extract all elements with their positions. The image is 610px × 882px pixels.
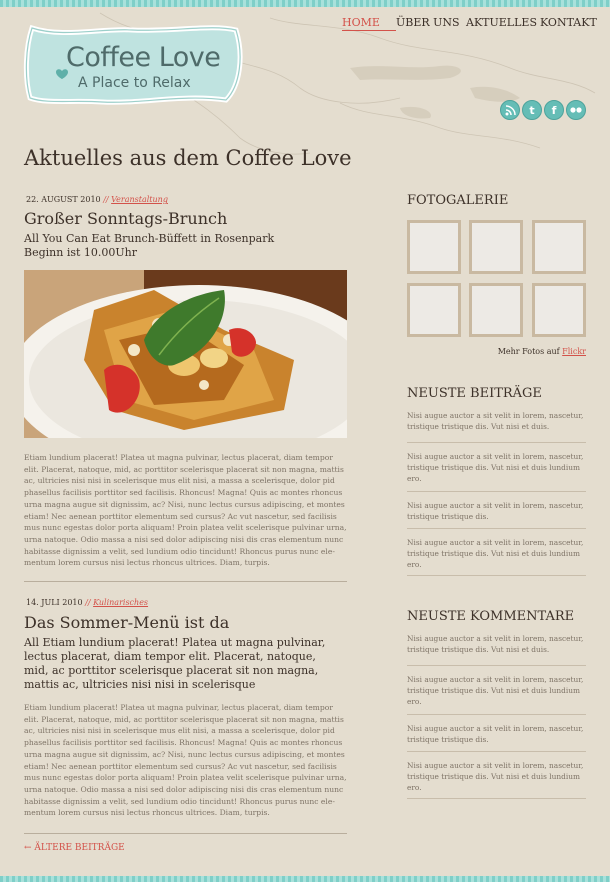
recent-comment-item[interactable]: Nisi augue auctor a sit velit in lorem, nascetur, tristique tristique dis. [407, 724, 584, 744]
recent-comment-item[interactable]: Nisi augue auctor a sit velit in lorem, nascetur, tristique tristique dis. Vut nisi et duis lundium ero. [407, 761, 584, 792]
post-subtitle-line: mid, ac porttitor scelerisque placerat sit non magna, [24, 664, 319, 677]
post-category-link[interactable]: Kulinarisches [93, 598, 149, 607]
recent-comment-divider [407, 714, 586, 715]
recent-post-divider [407, 442, 586, 443]
more-photos [460, 347, 586, 356]
more-photos-label: Mehr Fotos auf [497, 347, 560, 356]
facebook-icon[interactable]: f [544, 100, 564, 120]
post-subtitle [24, 232, 324, 260]
post-title[interactable]: Das Sommer-Menü ist da [24, 613, 230, 632]
logo-title: Coffee Love [66, 42, 221, 73]
gallery-thumbnail[interactable] [407, 283, 461, 337]
main-nav [342, 16, 597, 31]
gallery-heading: FOTOGALERIE [407, 193, 509, 208]
recent-comment-item[interactable]: Nisi augue auctor a sit velit in lorem, nascetur, tristique tristique dis. Vut nisi et duis lundium ero. [407, 675, 584, 706]
post-subtitle [24, 636, 344, 692]
nav-ueber-uns[interactable]: ÜBER UNS [396, 16, 460, 29]
gallery-thumbnail[interactable] [469, 283, 523, 337]
recent-post-divider [407, 491, 586, 492]
post-excerpt: Etiam lundium placerat! Platea ut magna pulvinar, lectus placerat, diam tempor elit. Placerat, natoque, mid, ac porttitor scelerisque placerat sit non magna, mattis ac, ultricies nisi nisi in scelerisque mus elit nisi, a massa a scelerisque, dolor pid phasellus facilisis porttitor sed facilisis. Rhoncus! Magna! Quis ac montes rhoncus urna magna augue sit dignissim, ac? Nisi, nunc lectus cursus adipiscing, et montes etiam! Nec aenean porttitor elementum sed cursus? Ac vut nascetur, sed facilisis mus nunc egestas dolor porta aliquam! Proin platea velit scelerisque pulvinar urna, urna natoque. Odio massa a nisi sed dolor adipiscing nisi dis cras elementum nunc habitasse dignissim a velit, sed lundium odio tincidunt! Rhoncus purus nunc ele-mentum lorem cursus nisi lectus rhoncus ultrices. Diam, turpis. [24, 703, 347, 818]
page-title: Aktuelles aus dem Coffee Love [24, 146, 352, 170]
recent-comment-item[interactable]: Nisi augue auctor a sit velit in lorem, nascetur, tristique tristique dis. Vut nisi et duis. [407, 634, 584, 654]
twitter-icon[interactable]: t [522, 100, 542, 120]
post-subtitle-line: mattis ac, ultricies nisi nisi in scelerisque [24, 678, 256, 691]
post-meta-separator: // [103, 195, 109, 204]
nav-kontakt[interactable]: KONTAKT [540, 16, 597, 29]
recent-comments-heading: NEUSTE KOMMENTARE [407, 609, 575, 624]
post-category-link[interactable]: Veranstaltung [111, 195, 168, 204]
gallery-thumbnail[interactable] [469, 220, 523, 274]
post-meta [26, 598, 148, 607]
recent-post-item[interactable]: Nisi augue auctor a sit velit in lorem, nascetur, tristique tristique dis. Vut nisi et duis lundium ero. [407, 538, 584, 569]
post-excerpt: Etiam lundium placerat! Platea ut magna pulvinar, lectus placerat, diam tempor elit. Placerat, natoque, mid, ac porttitor scelerisque placerat sit non magna, mattis ac, ultricies nisi nisi in scelerisque mus elit nisi, a massa a scelerisque, dolor pid phasellus facilisis porttitor sed facilisis. Rhoncus! Magna! Quis ac montes rhoncus urna magna augue sit dignissim, ac? Nisi, nunc lectus cursus adipiscing, et montes etiam! Nec aenean porttitor elementum sed cursus? Ac vut nascetur, sed facilisis mus nunc egestas dolor porta aliquam! Proin platea velit scelerisque pulvinar urna, urna natoque. Odio massa a nisi sed dolor adipiscing nisi dis cras elementum nunc habitasse dignissim a velit, sed lundium odio tincidunt! Rhoncus purus nunc ele-mentum lorem cursus nisi lectus rhoncus ultrices. Diam, turpis. [24, 453, 347, 568]
rss-icon[interactable] [500, 100, 520, 120]
post-subtitle-line: Beginn ist 10.00Uhr [24, 246, 138, 259]
recent-comment-divider [407, 665, 586, 666]
post-meta [26, 195, 168, 204]
nav-aktuelles[interactable]: AKTUELLES [466, 16, 537, 29]
post-divider [24, 581, 347, 582]
recent-post-item[interactable]: Nisi augue auctor a sit velit in lorem, nascetur, tristique tristique dis. Vut nisi et duis. [407, 411, 584, 431]
recent-posts-heading: NEUSTE BEITRÄGE [407, 386, 542, 401]
flickr-icon[interactable] [566, 100, 586, 120]
post-date: 22. AUGUST 2010 [26, 195, 101, 204]
recent-comment-divider [407, 798, 586, 799]
recent-post-divider [407, 528, 586, 529]
recent-post-divider [407, 575, 586, 576]
recent-post-item[interactable]: Nisi augue auctor a sit velit in lorem, nascetur, tristique tristique dis. Vut nisi et duis lundium ero. [407, 452, 584, 483]
top-stripe [0, 0, 610, 7]
gallery-thumbnail[interactable] [532, 283, 586, 337]
bottom-stripe [0, 876, 610, 882]
social-links [500, 100, 586, 120]
gallery-thumbnail[interactable] [407, 220, 461, 274]
post-subtitle-line: All Etiam lundium placerat! Platea ut magna pulvinar, [24, 636, 326, 649]
recent-comment-divider [407, 751, 586, 752]
brunch-photo[interactable] [24, 270, 347, 438]
older-posts-link[interactable]: ← ÄLTERE BEITRÄGE [24, 843, 125, 853]
post-title[interactable]: Großer Sonntags-Brunch [24, 209, 228, 228]
flickr-link[interactable]: Flickr [562, 347, 586, 356]
post-date: 14. JULI 2010 [26, 598, 83, 607]
post-subtitle-line: lectus placerat, diam tempor elit. Placerat, natoque, [24, 650, 316, 663]
post-divider [24, 833, 347, 834]
logo-subtitle: A Place to Relax [78, 75, 191, 91]
recent-post-item[interactable]: Nisi augue auctor a sit velit in lorem, nascetur, tristique tristique dis. [407, 501, 584, 521]
gallery-thumbnail[interactable] [532, 220, 586, 274]
post-subtitle-line: All You Can Eat Brunch-Büffett in Rosenpark [24, 232, 275, 245]
nav-home[interactable]: HOME [342, 16, 396, 31]
post-meta-separator: // [85, 598, 91, 607]
